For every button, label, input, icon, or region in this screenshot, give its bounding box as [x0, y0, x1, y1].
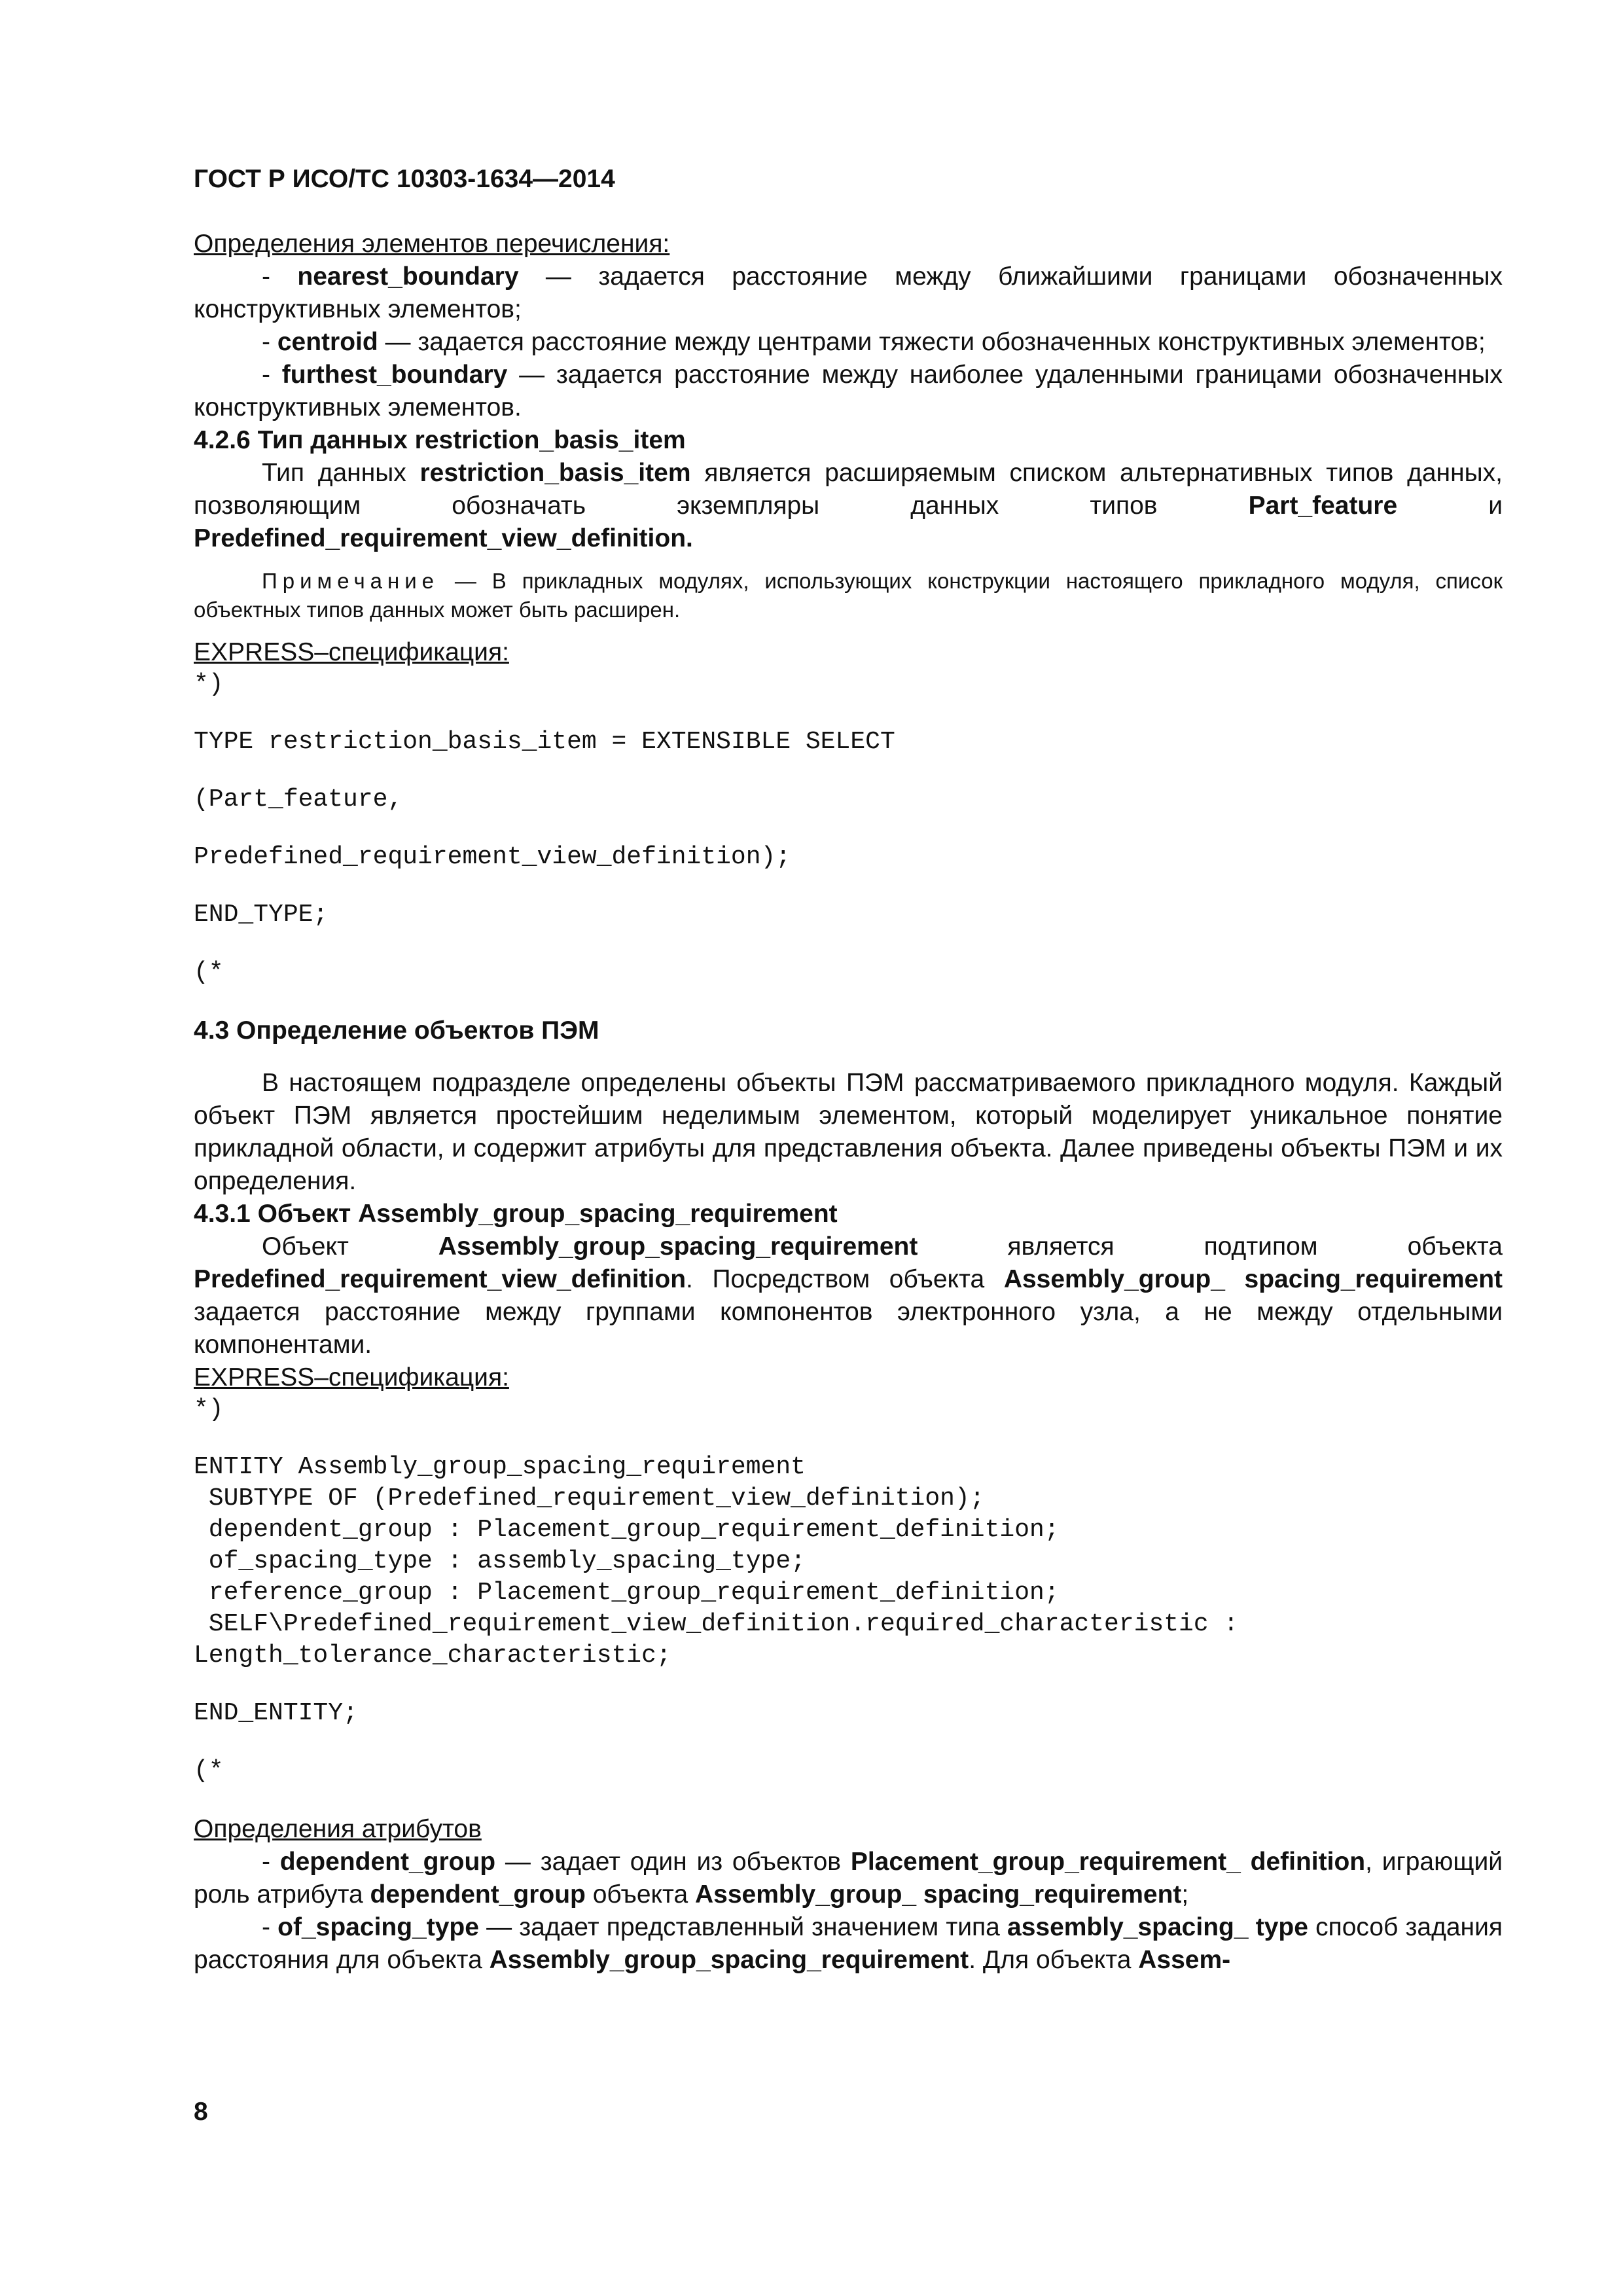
express-spec-label: EXPRESS–спецификация:	[194, 1363, 509, 1391]
term: nearest_boundary	[297, 262, 519, 291]
attr-dependent-group: - dependent_group — задает один из объектов Placement_group_requirement_ definition, играющий роль атрибута dependent_group объекта Assembly_group_ spacing_requirement;	[194, 1848, 1503, 1909]
code-line: END_TYPE;	[194, 901, 329, 929]
enum-item-furthest-boundary: - furthest_boundary — задается расстояние между наиболее удаленными границами обозначенных конструктивных элементов.	[194, 361, 1503, 422]
note	[194, 567, 1503, 624]
paragraph-section-4-3: В настоящем подразделе определены объекты ПЭМ рассматриваемого прикладного модуля. Каждый объект ПЭМ является простейшим неделимым элементом, который моделирует уникальное понятие прикладной области, и содержит атрибуты для представления объекта. Далее приведены объекты ПЭМ и их определения.	[194, 1069, 1503, 1195]
section-heading-4-3: 4.3 Определение объектов ПЭМ	[194, 1016, 599, 1045]
code-open: *)	[194, 670, 224, 698]
term: furthest_boundary	[281, 361, 508, 389]
document-header: ГОСТ Р ИСО/ТС 10303-1634—2014	[194, 165, 615, 193]
code-close: (*	[194, 958, 224, 986]
enum-item-nearest-boundary: - nearest_boundary — задается расстояние между ближайшими границами обозначенных конструктивных элементов;	[194, 262, 1503, 323]
paragraph-assembly-group-spacing: Объект Assembly_group_spacing_requirement является подтипом объекта Predefined_requirement_view_definition. Посредством объекта Assembly_group_ spacing_requirement задается расстояние между группами компонентов электронного узла, а не между отдельными компонентами.	[194, 1232, 1503, 1359]
section-heading-4-2-6: 4.2.6 Тип данных restriction_basis_item	[194, 426, 686, 454]
code-close: (*	[194, 1757, 224, 1785]
attribute-definitions-label: Определения атрибутов	[194, 1815, 482, 1843]
note-text: — В прикладных модулях, использующих конструкции настоящего прикладного модуля, список объектных типов данных может быть расширен.	[194, 569, 1503, 622]
code-line: (Part_feature,	[194, 785, 403, 814]
code-open: *)	[194, 1395, 224, 1424]
code-entity-block: ENTITY Assembly_group_spacing_requirement SUBTYPE OF (Predefined_requirement_view_definition); dependent_group : Placement_group_requirement_definition; of_spacing_type : assembly_spacing_type; reference_group : Placement_group_requirement_definition; SELF\Predefined_requirement_view_definition.required_characteristic : Length_tolerance_characteristic;	[194, 1453, 1239, 1670]
term: centroid	[277, 328, 378, 356]
code-line: TYPE restriction_basis_item = EXTENSIBLE SELECT	[194, 728, 895, 756]
paragraph-restriction-basis-item: Тип данных restriction_basis_item является расширяемым списком альтернативных типов данных, позволяющим обозначать экземпляры данных типов Part_feature и Predefined_requirement_view_definition.	[194, 459, 1503, 552]
page-number: 8	[194, 2098, 208, 2126]
enum-item-centroid: - centroid — задается расстояние между центрами тяжести обозначенных конструктивных элементов;	[262, 328, 1486, 356]
page-content	[194, 228, 1503, 1977]
code-line: Predefined_requirement_view_definition);	[194, 843, 791, 871]
section-heading-4-3-1: 4.3.1 Объект Assembly_group_spacing_requirement	[194, 1200, 838, 1228]
attr-of-spacing-type: - of_spacing_type — задает представленный значением типа assembly_spacing_ type способ задания расстояния для объекта Assembly_group_spacing_requirement. Для объекта Assem-	[194, 1913, 1503, 1974]
enum-definitions-label: Определения элементов перечисления:	[194, 230, 670, 258]
code-line: END_ENTITY;	[194, 1699, 358, 1727]
express-spec-label: EXPRESS–спецификация:	[194, 638, 509, 666]
note-label: Примечание	[262, 569, 440, 593]
